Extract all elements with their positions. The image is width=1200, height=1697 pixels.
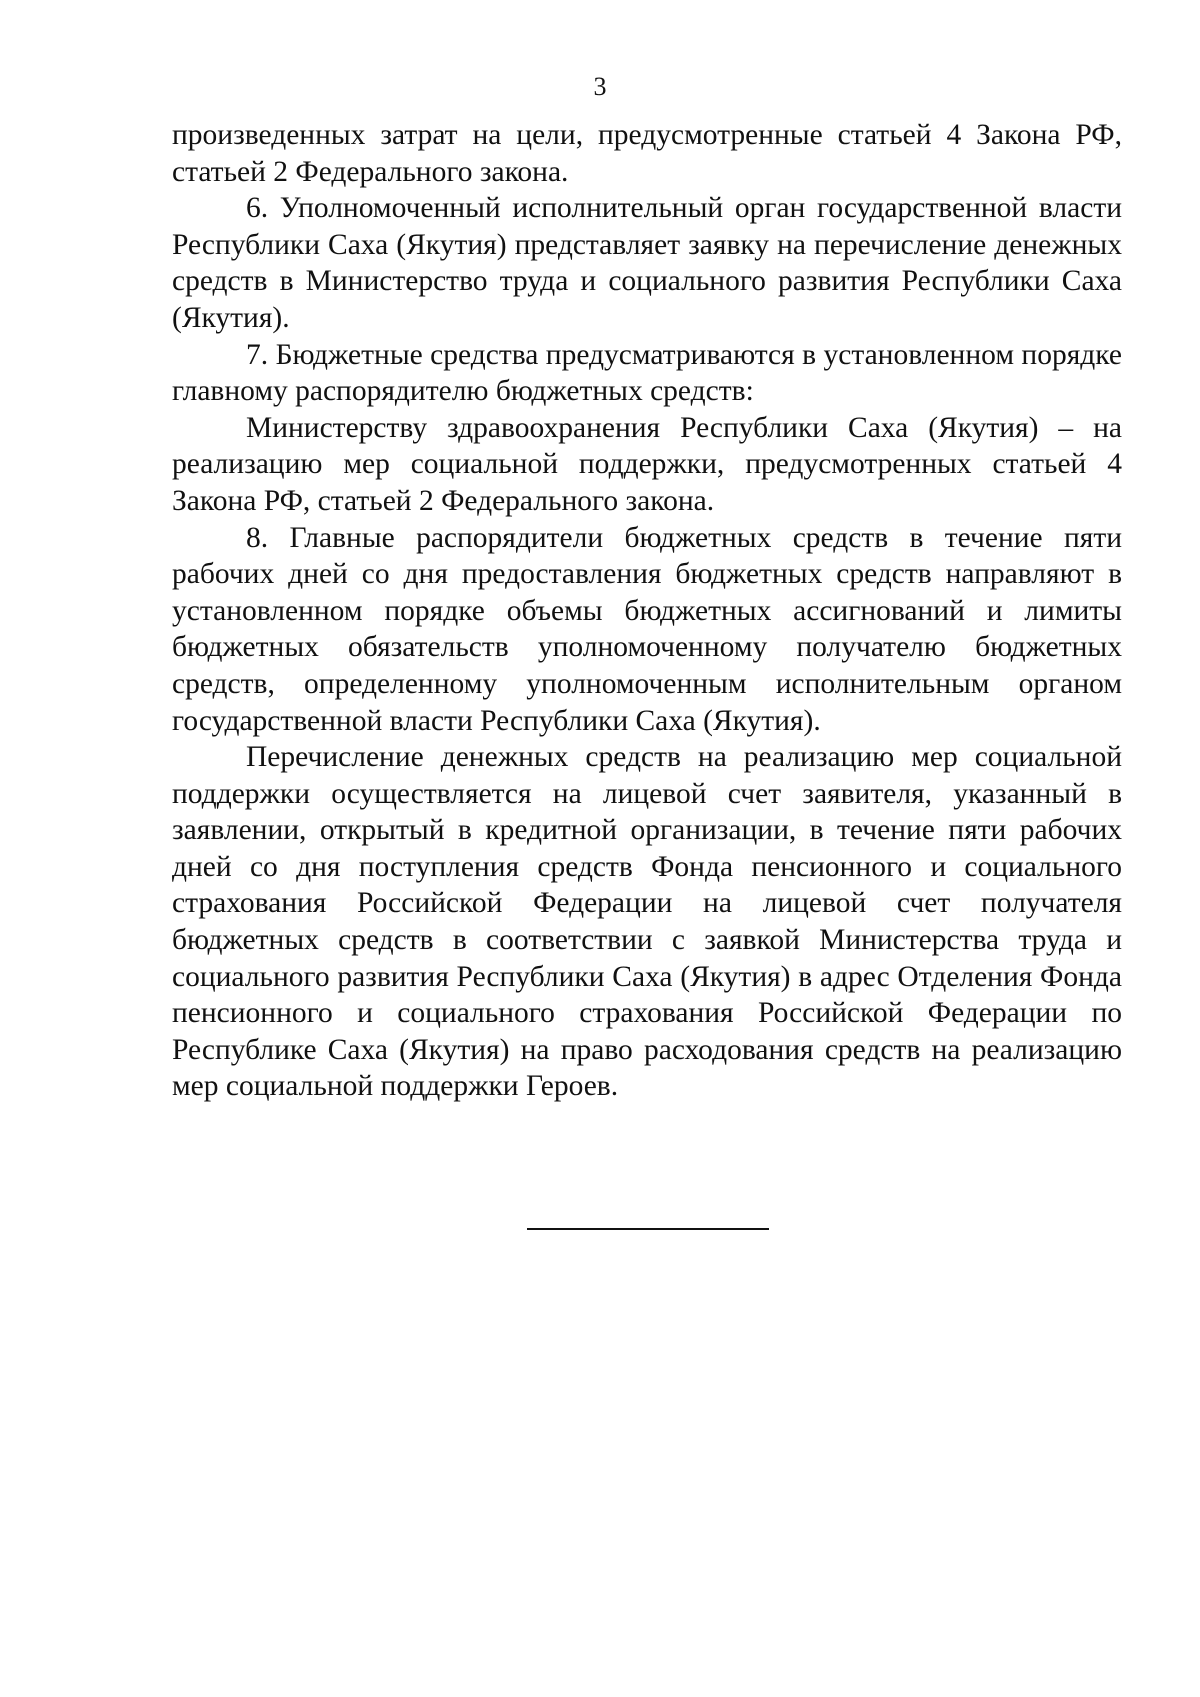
paragraph-item-6: 6. Уполномоченный исполнительный орган государственной власти Республики Саха (Якутия) представляет заявку на перечисление денежных средств в Министерство труда и социального развития Республики Саха (Якутия). [172, 192, 1122, 334]
paragraph-item-7-ministry: Министерству здравоохранения Республики Саха (Якутия) – на реализацию мер социальной поддержки, предусмотренных статьей 4 Закона РФ, статьей 2 Федерального закона. [172, 411, 1122, 517]
end-of-text-rule [527, 1228, 769, 1230]
document-body [172, 117, 1122, 1105]
paragraph-item-7: 7. Бюджетные средства предусматриваются в установленном порядке главному распорядителю бюджетных средств: [172, 338, 1122, 408]
paragraph-item-8: 8. Главные распорядители бюджетных средств в течение пяти рабочих дней со дня предоставления бюджетных средств направляют в установленном порядке объемы бюджетных ассигнований и лимиты бюджетных обязательств уполномоченному получателю бюджетных средств, определенному уполномоченным исполнительным органом государственной власти Республики Саха (Якутия). [172, 521, 1122, 737]
paragraph-item-8-transfer: Перечисление денежных средств на реализацию мер социальной поддержки осуществляется на лицевой счет заявителя, указанный в заявлении, открытый в кредитной организации, в течение пяти рабочих дней со дня поступления средств Фонда пенсионного и социального страхования Российской Федерации на лицевой счет получателя бюджетных средств в соответствии с заявкой Министерства труда и социального развития Республики Саха (Якутия) в адрес Отделения Фонда пенсионного и социального страхования Российской Федерации по Республике Саха (Якутия) на право расходования средств на реализацию мер социальной поддержки Героев. [172, 741, 1122, 1103]
page-number: 3 [593, 72, 607, 101]
paragraph-continuation: произведенных затрат на цели, предусмотренные статьей 4 Закона РФ, статьей 2 Федерального закона. [172, 119, 1122, 188]
